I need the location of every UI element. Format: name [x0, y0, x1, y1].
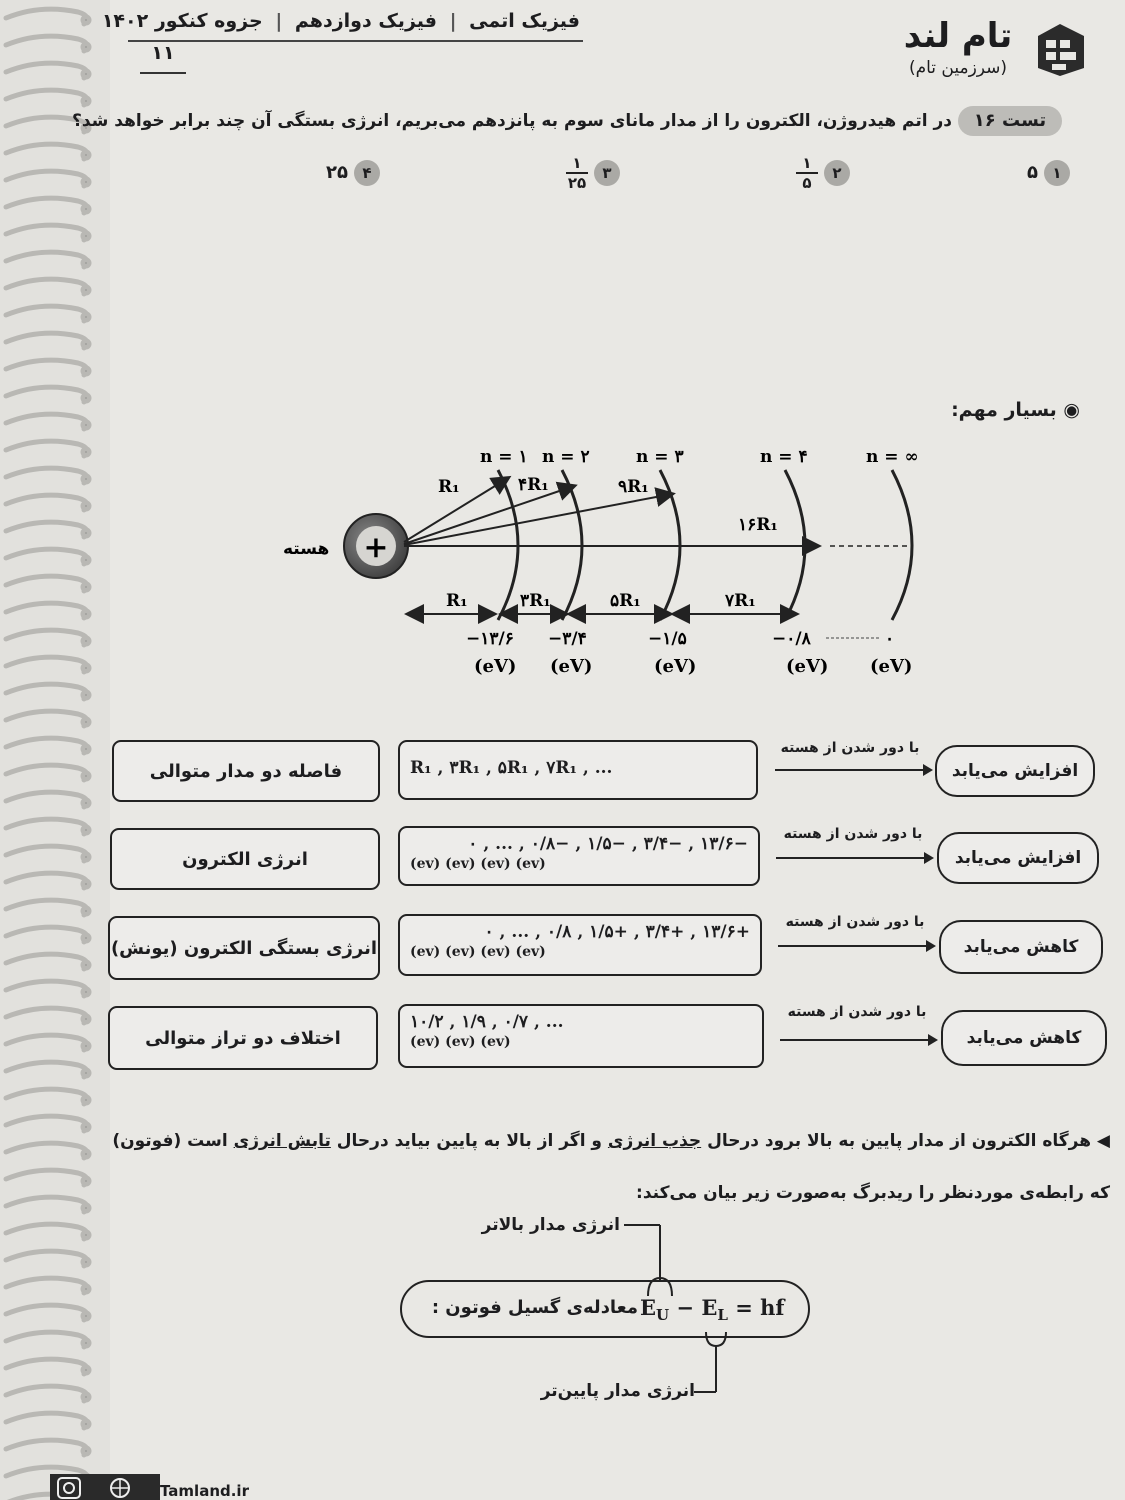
binding-hole — [83, 1205, 89, 1211]
upper-orbit-label: انرژی مدار بالاتر — [481, 1215, 620, 1235]
binding-hole — [83, 935, 89, 941]
energy-value: −۱/۵ — [648, 629, 687, 649]
row-values-box — [398, 740, 758, 800]
footer-site[interactable]: Tamland.ir — [160, 1482, 249, 1500]
binding-hole — [83, 1097, 89, 1103]
row-values-box — [398, 826, 760, 886]
row-label: اختلاف دو تراز متوالی — [145, 1027, 341, 1049]
radius-label: ۹R₁ — [618, 477, 649, 497]
row-label: انرژی الکترون — [182, 848, 308, 870]
spacing-label: ۷R₁ — [725, 591, 756, 611]
binding-hole — [83, 719, 89, 725]
equation-label: معادله‌ی گسیل فوتون : — [431, 1297, 638, 1318]
binding-hole — [83, 1232, 89, 1238]
binding-hole — [83, 1178, 89, 1184]
energy-unit: (eV) — [786, 656, 829, 677]
orbit-label: n = ۳ — [636, 447, 684, 467]
header-rule — [128, 40, 583, 42]
binding-hole — [83, 1259, 89, 1265]
option-4[interactable] — [300, 155, 380, 191]
binding-hole — [83, 530, 89, 536]
footer-icons — [50, 1474, 160, 1500]
row-values: −۱۳/۶ , −۳/۴ , −۱/۵ , −۰/۸ , ... , ۰ — [468, 834, 748, 854]
right-arrow-icon — [778, 936, 938, 956]
spiral-binding — [0, 0, 110, 1500]
paragraph-line-1 — [100, 1124, 1110, 1158]
binding-hole — [83, 1367, 89, 1373]
option-number: ۴ — [354, 160, 380, 186]
header-booklet: جزوه کنکور ۱۴۰۲ — [101, 10, 263, 32]
header-separator: | — [275, 10, 283, 32]
orbit-label: n = ∞ — [866, 447, 919, 467]
row-result-box — [937, 832, 1099, 884]
binding-hole — [83, 908, 89, 914]
option-number: ۲ — [824, 160, 850, 186]
binding-hole — [83, 881, 89, 887]
binding-hole — [83, 476, 89, 482]
arrow-label: با دور شدن از هسته — [783, 826, 923, 842]
binding-hole — [83, 71, 89, 77]
energy-value: −۰/۸ — [772, 629, 811, 649]
question-badge: تست ۱۶ — [958, 106, 1062, 136]
binding-hole — [83, 638, 89, 644]
binding-hole — [83, 152, 89, 158]
row-result: کاهش می‌یابد — [963, 937, 1079, 957]
binding-hole — [83, 1313, 89, 1319]
row-label-box — [112, 740, 380, 802]
row-result-box — [941, 1010, 1107, 1066]
binding-hole — [83, 233, 89, 239]
orbit-inf-arc — [892, 470, 912, 620]
row-units: (ev) (ev) (ev) — [410, 1034, 511, 1050]
binding-hole — [83, 314, 89, 320]
row-result-box — [939, 920, 1103, 974]
paragraph-text: ◀ هرگاه الکترون از مدار پایین به بالا برود درحال — [701, 1131, 1110, 1151]
row-values-box — [398, 1004, 764, 1068]
row-values: R₁ , ۳R₁ , ۵R₁ , ۷R₁ , ... — [410, 758, 613, 778]
energy-unit: (eV) — [654, 656, 697, 677]
header-subject: فیزیک اتمی — [469, 10, 580, 32]
binding-hole — [83, 341, 89, 347]
radius-label: ۱۶R₁ — [738, 515, 778, 535]
right-arrow-icon — [776, 848, 936, 868]
header-title — [101, 0, 580, 42]
energy-unit: (eV) — [550, 656, 593, 677]
nucleus-label: هسته — [283, 539, 330, 559]
question-text: در اتم هیدروژن، الکترون را از مدار مانای سوم به پانزدهم می‌بریم، انرژی بستگی آن چند برابر خواهد شد؟ — [71, 111, 952, 131]
spacing-label: ۳R₁ — [520, 591, 551, 611]
binding-hole — [83, 206, 89, 212]
underlined-term: جذب انرژی — [607, 1131, 702, 1151]
binding-hole — [83, 989, 89, 995]
header-course: فیزیک دوازدهم — [294, 10, 437, 32]
fraction-numerator: ۱ — [572, 154, 582, 172]
binding-hole — [83, 773, 89, 779]
row-units: (ev) (ev) (ev) (ev) — [410, 944, 546, 960]
binding-hole — [83, 611, 89, 617]
binding-hole — [83, 179, 89, 185]
underlined-term: تابش انرژی — [233, 1131, 331, 1151]
logo-subtitle: (سرزمین تام) — [908, 58, 1008, 78]
paragraph-text: است (فوتون) — [112, 1131, 234, 1151]
header-separator: | — [449, 10, 457, 32]
binding-hole — [83, 1016, 89, 1022]
option-number: ۳ — [594, 160, 620, 186]
row-result: افزایش می‌یابد — [954, 848, 1082, 868]
orbit-label: n = ۲ — [542, 447, 590, 467]
bohr-orbits-diagram — [280, 440, 960, 690]
binding-hole — [83, 395, 89, 401]
right-arrow-icon — [775, 760, 935, 780]
row-values: +۱۳/۶ , +۳/۴ , +۱/۵ , ۰/۸ , ... , ۰ — [484, 922, 750, 942]
logo-icon — [1030, 18, 1092, 80]
binding-hole — [83, 1070, 89, 1076]
binding-hole — [83, 1286, 89, 1292]
energy-value: −۳/۴ — [548, 629, 587, 649]
binding-hole — [83, 422, 89, 428]
important-heading: ◉ بسیار مهم: — [951, 399, 1080, 421]
binding-hole — [83, 746, 89, 752]
right-arrow-icon — [780, 1030, 940, 1050]
binding-hole — [83, 962, 89, 968]
binding-hole — [83, 665, 89, 671]
paragraph-line-2: که رابطه‌ی موردنظر را ریدبرگ به‌صورت زیر بیان می‌کند: — [636, 1183, 1110, 1203]
row-units: (ev) (ev) (ev) (ev) — [410, 856, 546, 872]
arrow-label: با دور شدن از هسته — [780, 740, 920, 756]
logo-wordmark: تام لند — [903, 16, 1013, 56]
spacing-label: ۵R₁ — [610, 591, 641, 611]
fraction-denominator: ۵ — [802, 174, 812, 192]
fraction-denominator: ۲۵ — [567, 174, 587, 192]
spacing-label: R₁ — [446, 591, 468, 611]
row-label-box — [108, 916, 380, 980]
binding-hole — [83, 287, 89, 293]
page-number: ۱۱ — [140, 42, 186, 74]
option-number: ۱ — [1044, 160, 1070, 186]
fraction-numerator: ۱ — [802, 154, 812, 172]
binding-hole — [83, 692, 89, 698]
equation-formula: $E_U - E_L$ = hf — [640, 1295, 785, 1325]
binding-hole — [83, 1124, 89, 1130]
option-fraction — [566, 155, 588, 191]
option-3[interactable] — [540, 150, 620, 196]
row-label-box — [108, 1006, 378, 1070]
binding-hole — [83, 503, 89, 509]
lower-orbit-label: انرژی مدار پایین‌تر — [540, 1381, 695, 1401]
energy-value: −۱۳/۶ — [466, 629, 514, 649]
paragraph-text: و اگر از بالا به پایین بیاید درحال — [330, 1131, 608, 1151]
energy-value: ۰ — [885, 629, 895, 649]
binding-hole — [83, 1421, 89, 1427]
energy-unit: (eV) — [870, 656, 913, 677]
arrow-label: با دور شدن از هسته — [785, 914, 925, 930]
binding-hole — [83, 449, 89, 455]
option-2[interactable] — [780, 150, 850, 196]
radius-label: ۴R₁ — [518, 475, 549, 495]
row-values-box — [398, 914, 762, 976]
radius-arrow — [404, 494, 672, 545]
binding-hole — [83, 800, 89, 806]
binding-hole — [83, 260, 89, 266]
binding-hole — [83, 557, 89, 563]
row-result: کاهش می‌یابد — [966, 1028, 1082, 1048]
orbit-label: n = ۱ — [480, 447, 528, 467]
row-label: فاصله دو مدار متوالی — [149, 760, 343, 782]
orbit-label: n = ۴ — [760, 447, 808, 467]
binding-hole — [83, 584, 89, 590]
row-values: ۱۰/۲ , ۱/۹ , ۰/۷ , ... — [410, 1012, 564, 1032]
binding-hole — [83, 1151, 89, 1157]
radius-label: R₁ — [438, 477, 460, 497]
option-value: ۵ — [1027, 162, 1038, 183]
binding-hole — [83, 1394, 89, 1400]
binding-hole — [83, 44, 89, 50]
row-label-box — [110, 828, 380, 890]
energy-unit: (eV) — [474, 656, 517, 677]
row-result: افزایش می‌یابد — [951, 761, 1079, 781]
binding-hole — [83, 1043, 89, 1049]
option-fraction — [796, 155, 818, 191]
binding-hole — [83, 1448, 89, 1454]
binding-hole — [83, 17, 89, 23]
arrow-label: با دور شدن از هسته — [787, 1004, 927, 1020]
row-result-box — [935, 745, 1095, 797]
binding-hole — [83, 827, 89, 833]
option-1[interactable] — [1000, 155, 1070, 191]
nucleus-symbol: + — [363, 530, 389, 565]
binding-hole — [83, 854, 89, 860]
binding-hole — [83, 1340, 89, 1346]
row-label: انرژی بستگی الکترون (یونش) — [110, 937, 378, 959]
binding-hole — [83, 368, 89, 374]
option-value: ۲۵ — [326, 162, 348, 183]
